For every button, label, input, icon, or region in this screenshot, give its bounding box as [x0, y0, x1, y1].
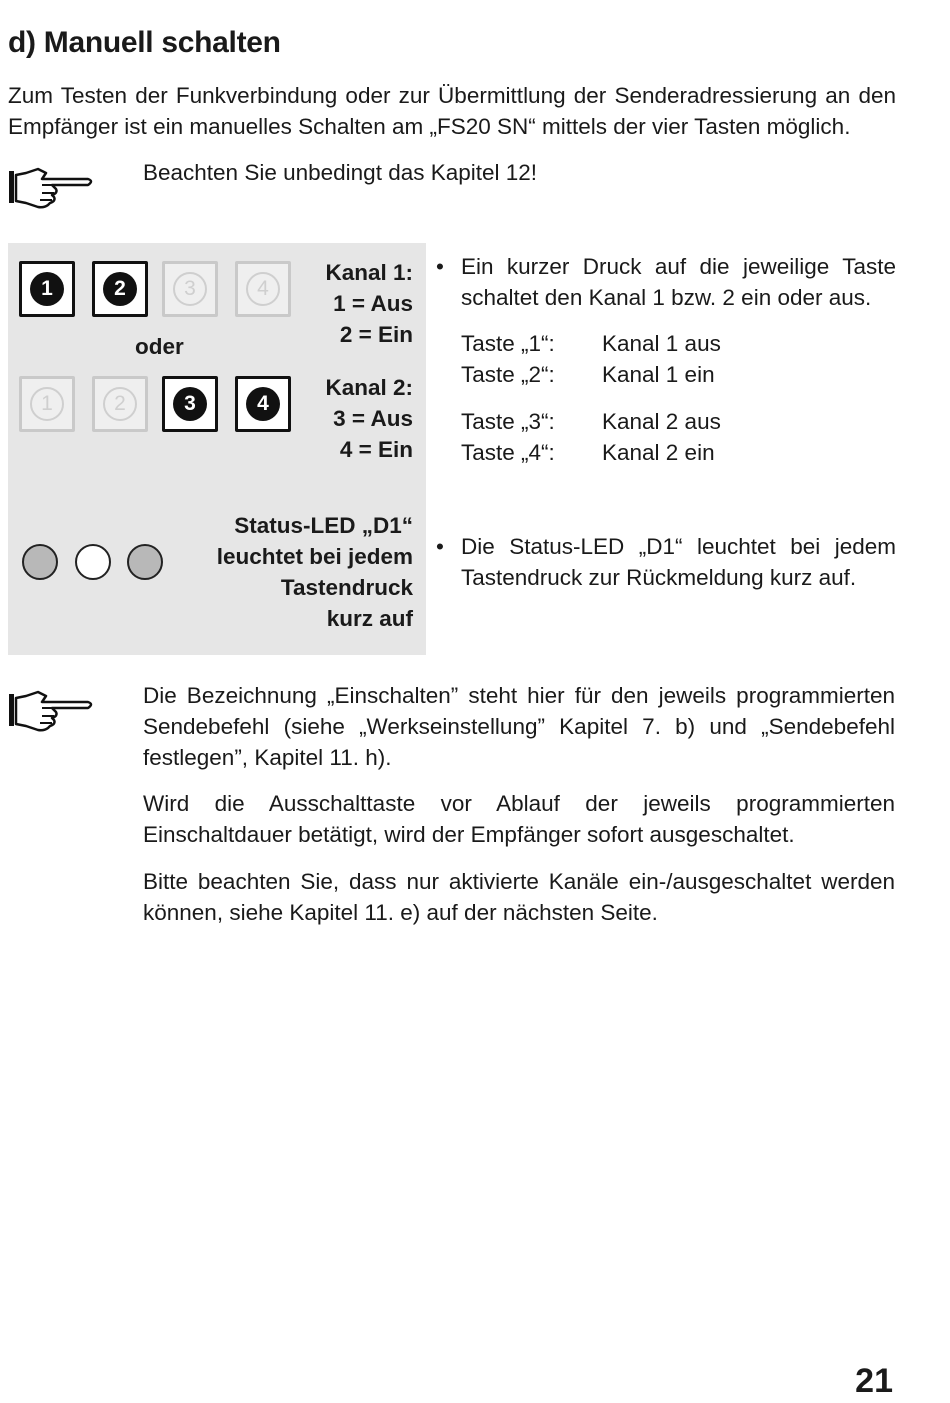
- taste-key: Taste „2“:: [461, 362, 555, 387]
- note-kapitel-12: Beachten Sie unbedingt das Kapitel 12!: [143, 160, 538, 185]
- bullet-text: Ein kurzer Druck auf die jeweilige Taste schaltet den Kanal 1 bzw. 2 ein oder aus.: [461, 254, 896, 310]
- led-label-line: leuchtet bei jedem: [216, 544, 413, 569]
- key-2-active: [92, 261, 148, 317]
- kanal-2-line1: 3 = Aus: [333, 406, 413, 431]
- key-4-active: [235, 376, 291, 432]
- key-label: 4: [246, 387, 280, 421]
- key-label: 2: [103, 272, 137, 306]
- kanal-2-line2: 4 = Ein: [339, 437, 413, 462]
- bullet-dot: •: [436, 254, 444, 279]
- taste-value: Kanal 2 ein: [602, 440, 715, 465]
- kanal-1-line1: 1 = Aus: [333, 291, 413, 316]
- key-label: 3: [173, 272, 207, 306]
- key-3-active: [162, 376, 218, 432]
- key-label: 1: [30, 387, 64, 421]
- led-left: [22, 544, 58, 580]
- section-heading: d) Manuell schalten: [8, 26, 281, 59]
- key-label: 2: [103, 387, 137, 421]
- taste-value: Kanal 1 ein: [602, 362, 715, 387]
- led-label-line: kurz auf: [326, 606, 413, 631]
- taste-key: Taste „4“:: [461, 440, 555, 465]
- led-label-line: Tastendruck: [280, 575, 413, 600]
- bullet-dot: •: [436, 534, 444, 559]
- taste-value: Kanal 1 aus: [602, 331, 721, 356]
- kanal-1-legend: [325, 257, 413, 350]
- kanal-1-title: Kanal 1:: [325, 260, 413, 285]
- taste-key: Taste „1“:: [461, 331, 555, 356]
- key-4-inactive: [235, 261, 291, 317]
- oder-label: oder: [135, 334, 184, 359]
- key-1-inactive: [19, 376, 75, 432]
- bullet-text: Die Status-LED „D1“ leuchtet bei jedem Tastendruck zur Rückmeldung kurz auf.: [461, 534, 896, 590]
- pointing-hand-icon: [8, 165, 96, 209]
- note-einschalten: Die Bezeichnung „Einschalten” steht hier für den jeweils programmierten Sendebefehl (siehe „Werkseinstellung” Kapitel 7. b) und „Sendebefehl festlegen”, Kapitel 11. h).: [143, 683, 895, 770]
- note-aktivierte-kanaele: Bitte beachten Sie, dass nur aktivierte Kanäle ein-/ausgeschaltet werden können, siehe Kapitel 11. e) auf der nächsten Seite.: [143, 869, 895, 925]
- led-label: [217, 510, 413, 634]
- kanal-2-legend: [325, 372, 413, 465]
- led-right: [127, 544, 163, 580]
- kanal-2-title: Kanal 2:: [325, 375, 413, 400]
- intro-paragraph: Zum Testen der Funkverbindung oder zur Übermittlung der Senderadressierung an den Empfänger ist ein manuelles Schalten am „FS20 SN“ mittels der vier Tasten möglich.: [8, 83, 896, 139]
- key-label: 3: [173, 387, 207, 421]
- note-ausschalttaste: Wird die Ausschalttaste vor Ablauf der jeweils programmierten Einschaltdauer betätigt, wird der Empfänger sofort ausgeschaltet.: [143, 791, 895, 847]
- key-1-active: [19, 261, 75, 317]
- led-label-line: Status-LED „D1“: [234, 513, 413, 538]
- taste-value: Kanal 2 aus: [602, 409, 721, 434]
- key-label: 1: [30, 272, 64, 306]
- led-status-d1: [75, 544, 111, 580]
- key-label: 4: [246, 272, 280, 306]
- key-2-inactive: [92, 376, 148, 432]
- key-3-inactive: [162, 261, 218, 317]
- taste-key: Taste „3“:: [461, 409, 555, 434]
- kanal-1-line2: 2 = Ein: [339, 322, 413, 347]
- page-number: 21: [855, 1362, 893, 1400]
- pointing-hand-icon: [8, 688, 96, 732]
